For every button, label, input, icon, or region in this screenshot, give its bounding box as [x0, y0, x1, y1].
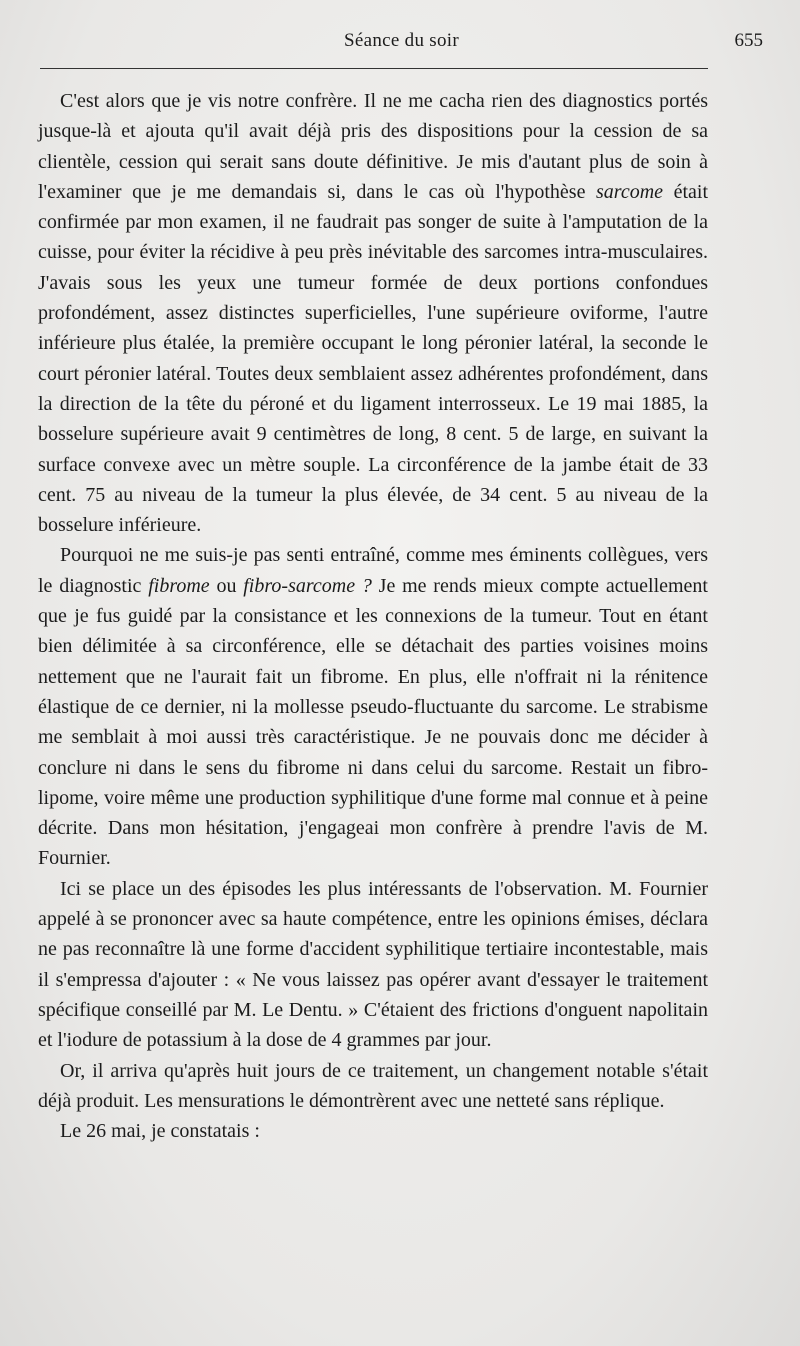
text-segment: Pourquoi ne me suis-je pas senti entraîné, comme mes éminents collègues, vers le diagnostic [38, 544, 708, 597]
text-segment: Je me rends mieux compte actuellement que je fus guidé par la consistance et les connexions de la tumeur. Tout en étant bien délimitée à sa circonférence, elle se détachait des parties voisines moins nettement que ne l'aurait fait un fibrome. En plus, elle n'offrait ni la rénitence élastique de ce dernier, ni la mollesse pseudo-fluctuante du sarcome. Le strabisme me semblait à moi aussi très caractéristique. Je ne pouvais donc me décider à conclure ni dans le sens du fibrome ni dans celui du sarcome. Restait un fibro-lipome, voire même une production syphilitique d'une forme mal connue et à peine décrite. Dans mon hésitation, j'engageai mon confrère à prendre l'avis de M. Fournier. [38, 574, 708, 870]
paragraph [38, 540, 708, 873]
text-segment: C'est alors que je vis notre confrère. Il ne me cacha rien des diagnostics portés jusque-là et ajouta qu'il avait déjà pris des dispositions pour la cession de sa clientèle, cession qui serait sans doute définitive. Je mis d'autant plus de soin à l'examiner que je me demandais si, dans le cas où l'hypothèse [38, 90, 708, 203]
paragraph [38, 1116, 708, 1146]
paragraph [38, 1056, 708, 1117]
italic-term: fibrome [148, 574, 210, 597]
text-segment: était confirmée par mon examen, il ne faudrait pas songer de suite à l'amputation de la cuisse, pour éviter la récidive à peu près inévitable des sarcomes intra-musculaires. J'avais sous les yeux une tumeur formée de deux portions confondues profondément, assez distinctes superficielles, l'une supérieure oviforme, l'autre inférieure plus étalée, la première occupant le long péronier latéral, la seconde le court péronier latéral. Toutes deux semblaient assez adhérentes profondément, dans la direction de la tête du péroné et du ligament interrosseux. Le 19 mai 1885, la bosselure supérieure avait 9 centimètres de long, 8 cent. 5 de large, en suivant la surface convexe avec un mètre souple. La circonférence de la jambe était de 33 cent. 75 au niveau de la tumeur la plus élevée, de 34 cent. 5 au niveau de la bosselure inférieure. [38, 180, 708, 537]
running-head [40, 30, 763, 60]
text-segment: Le 26 mai, je constatais : [60, 1120, 260, 1143]
text-segment: Ici se place un des épisodes les plus intéressants de l'observation. M. Fournier appelé à se prononcer avec sa haute compétence, entre les opinions émises, déclara ne pas reconnaître là une forme d'accident syphilitique tertiaire incontestable, mais il s'empressa d'ajouter : « Ne vous laissez pas opérer avant d'essayer le traitement spécifique conseillé par M. Le Dentu. » C'étaient des frictions d'onguent napolitain et l'iodure de potassium à la dose de 4 grammes par jour. [38, 877, 708, 1052]
italic-term: sarcome [596, 180, 664, 203]
paragraph [38, 874, 708, 1056]
page-number: 655 [734, 30, 763, 51]
paragraph [38, 86, 708, 540]
text-segment: ou [209, 574, 244, 597]
text-segment: Or, il arriva qu'après huit jours de ce traitement, un changement notable s'était déjà produit. Les mensurations le démontrèrent avec une netteté sans réplique. [38, 1059, 708, 1112]
header-rule [40, 68, 708, 69]
body-text [38, 86, 708, 1146]
running-title: Séance du soir [344, 30, 459, 51]
italic-term: fibro-sarcome ? [243, 574, 372, 597]
